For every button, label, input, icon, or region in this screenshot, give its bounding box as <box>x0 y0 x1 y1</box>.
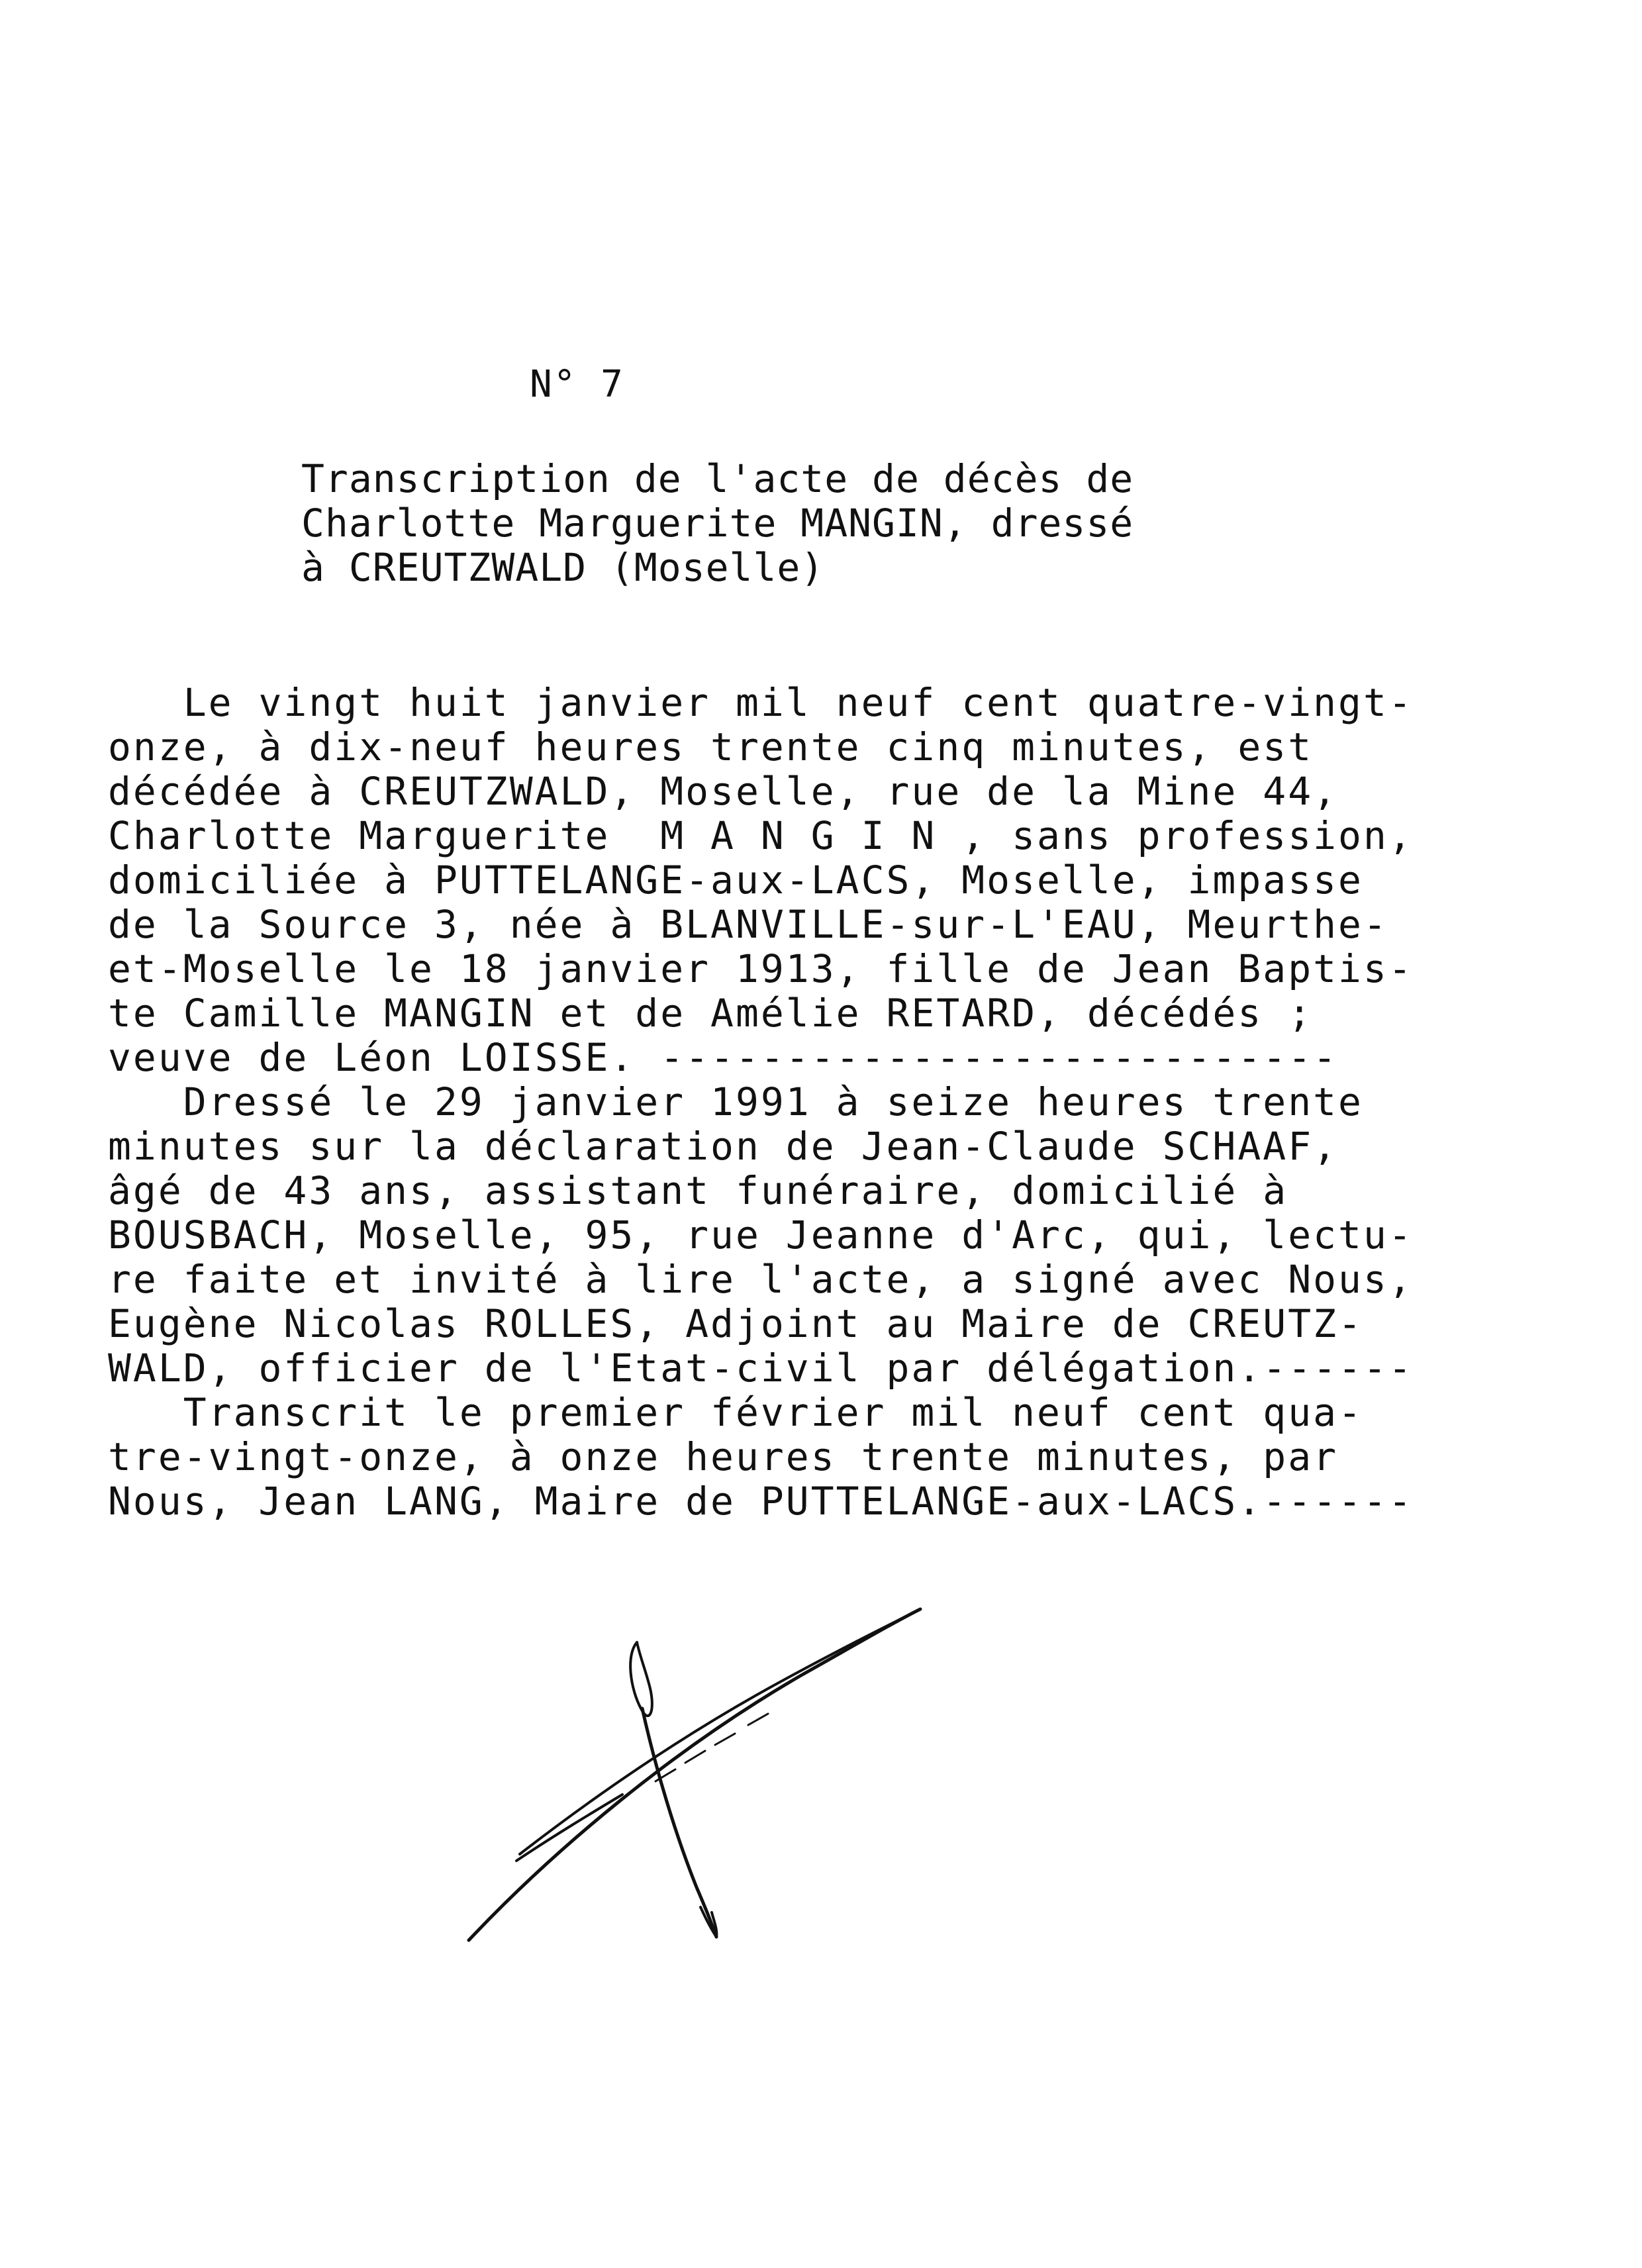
title-line: à CREUTZWALD (Moselle) <box>301 545 825 590</box>
body-line: Transcrit le premier février mil neuf cent qua- <box>108 1390 1363 1435</box>
body-line: veuve de Léon LOISSE. --------------------------- <box>108 1035 1339 1080</box>
body-line: onze, à dix-neuf heures trente cinq minutes, est <box>108 724 1314 769</box>
body-line: re faite et invité à lire l'acte, a signé avec Nous, <box>108 1257 1414 1302</box>
body-line: Le vingt huit janvier mil neuf cent quatre-vingt- <box>108 680 1414 725</box>
document-body <box>108 681 1531 1524</box>
body-line: WALD, officier de l'Etat-civil par délégation.------ <box>108 1346 1414 1391</box>
body-line: âgé de 43 ans, assistant funéraire, domicilié à <box>108 1168 1288 1213</box>
body-line: Nous, Jean LANG, Maire de PUTTELANGE-aux-LACS.------ <box>108 1479 1414 1524</box>
document-title <box>301 457 1134 590</box>
body-line: et-Moselle le 18 janvier 1913, fille de Jean Baptis- <box>108 946 1414 991</box>
body-line: domiciliée à PUTTELANGE-aux-LACS, Moselle, impasse <box>108 858 1363 903</box>
body-line: te Camille MANGIN et de Amélie RETARD, décédés ; <box>108 991 1314 1036</box>
acte-number: N° 7 <box>530 363 624 406</box>
body-line: BOUSBACH, Moselle, 95, rue Jeanne d'Arc, qui, lectu- <box>108 1212 1414 1257</box>
body-line: décédée à CREUTZWALD, Moselle, rue de la Mine 44, <box>108 769 1339 814</box>
title-line: Charlotte Marguerite MANGIN, dressé <box>301 501 1134 546</box>
body-line: de la Source 3, née à BLANVILLE-sur-L'EAU, Meurthe- <box>108 902 1388 947</box>
body-line: minutes sur la déclaration de Jean-Claude SCHAAF, <box>108 1124 1339 1169</box>
body-line: Charlotte Marguerite M A N G I N , sans profession, <box>108 813 1414 858</box>
body-line: Eugène Nicolas ROLLES, Adjoint au Maire de CREUTZ- <box>108 1301 1363 1346</box>
signature-icon <box>457 1596 940 1947</box>
title-line: Transcription de l'acte de décès de <box>301 456 1134 501</box>
body-line: Dressé le 29 janvier 1991 à seize heures trente <box>108 1079 1363 1124</box>
body-line: tre-vingt-onze, à onze heures trente minutes, par <box>108 1434 1339 1479</box>
